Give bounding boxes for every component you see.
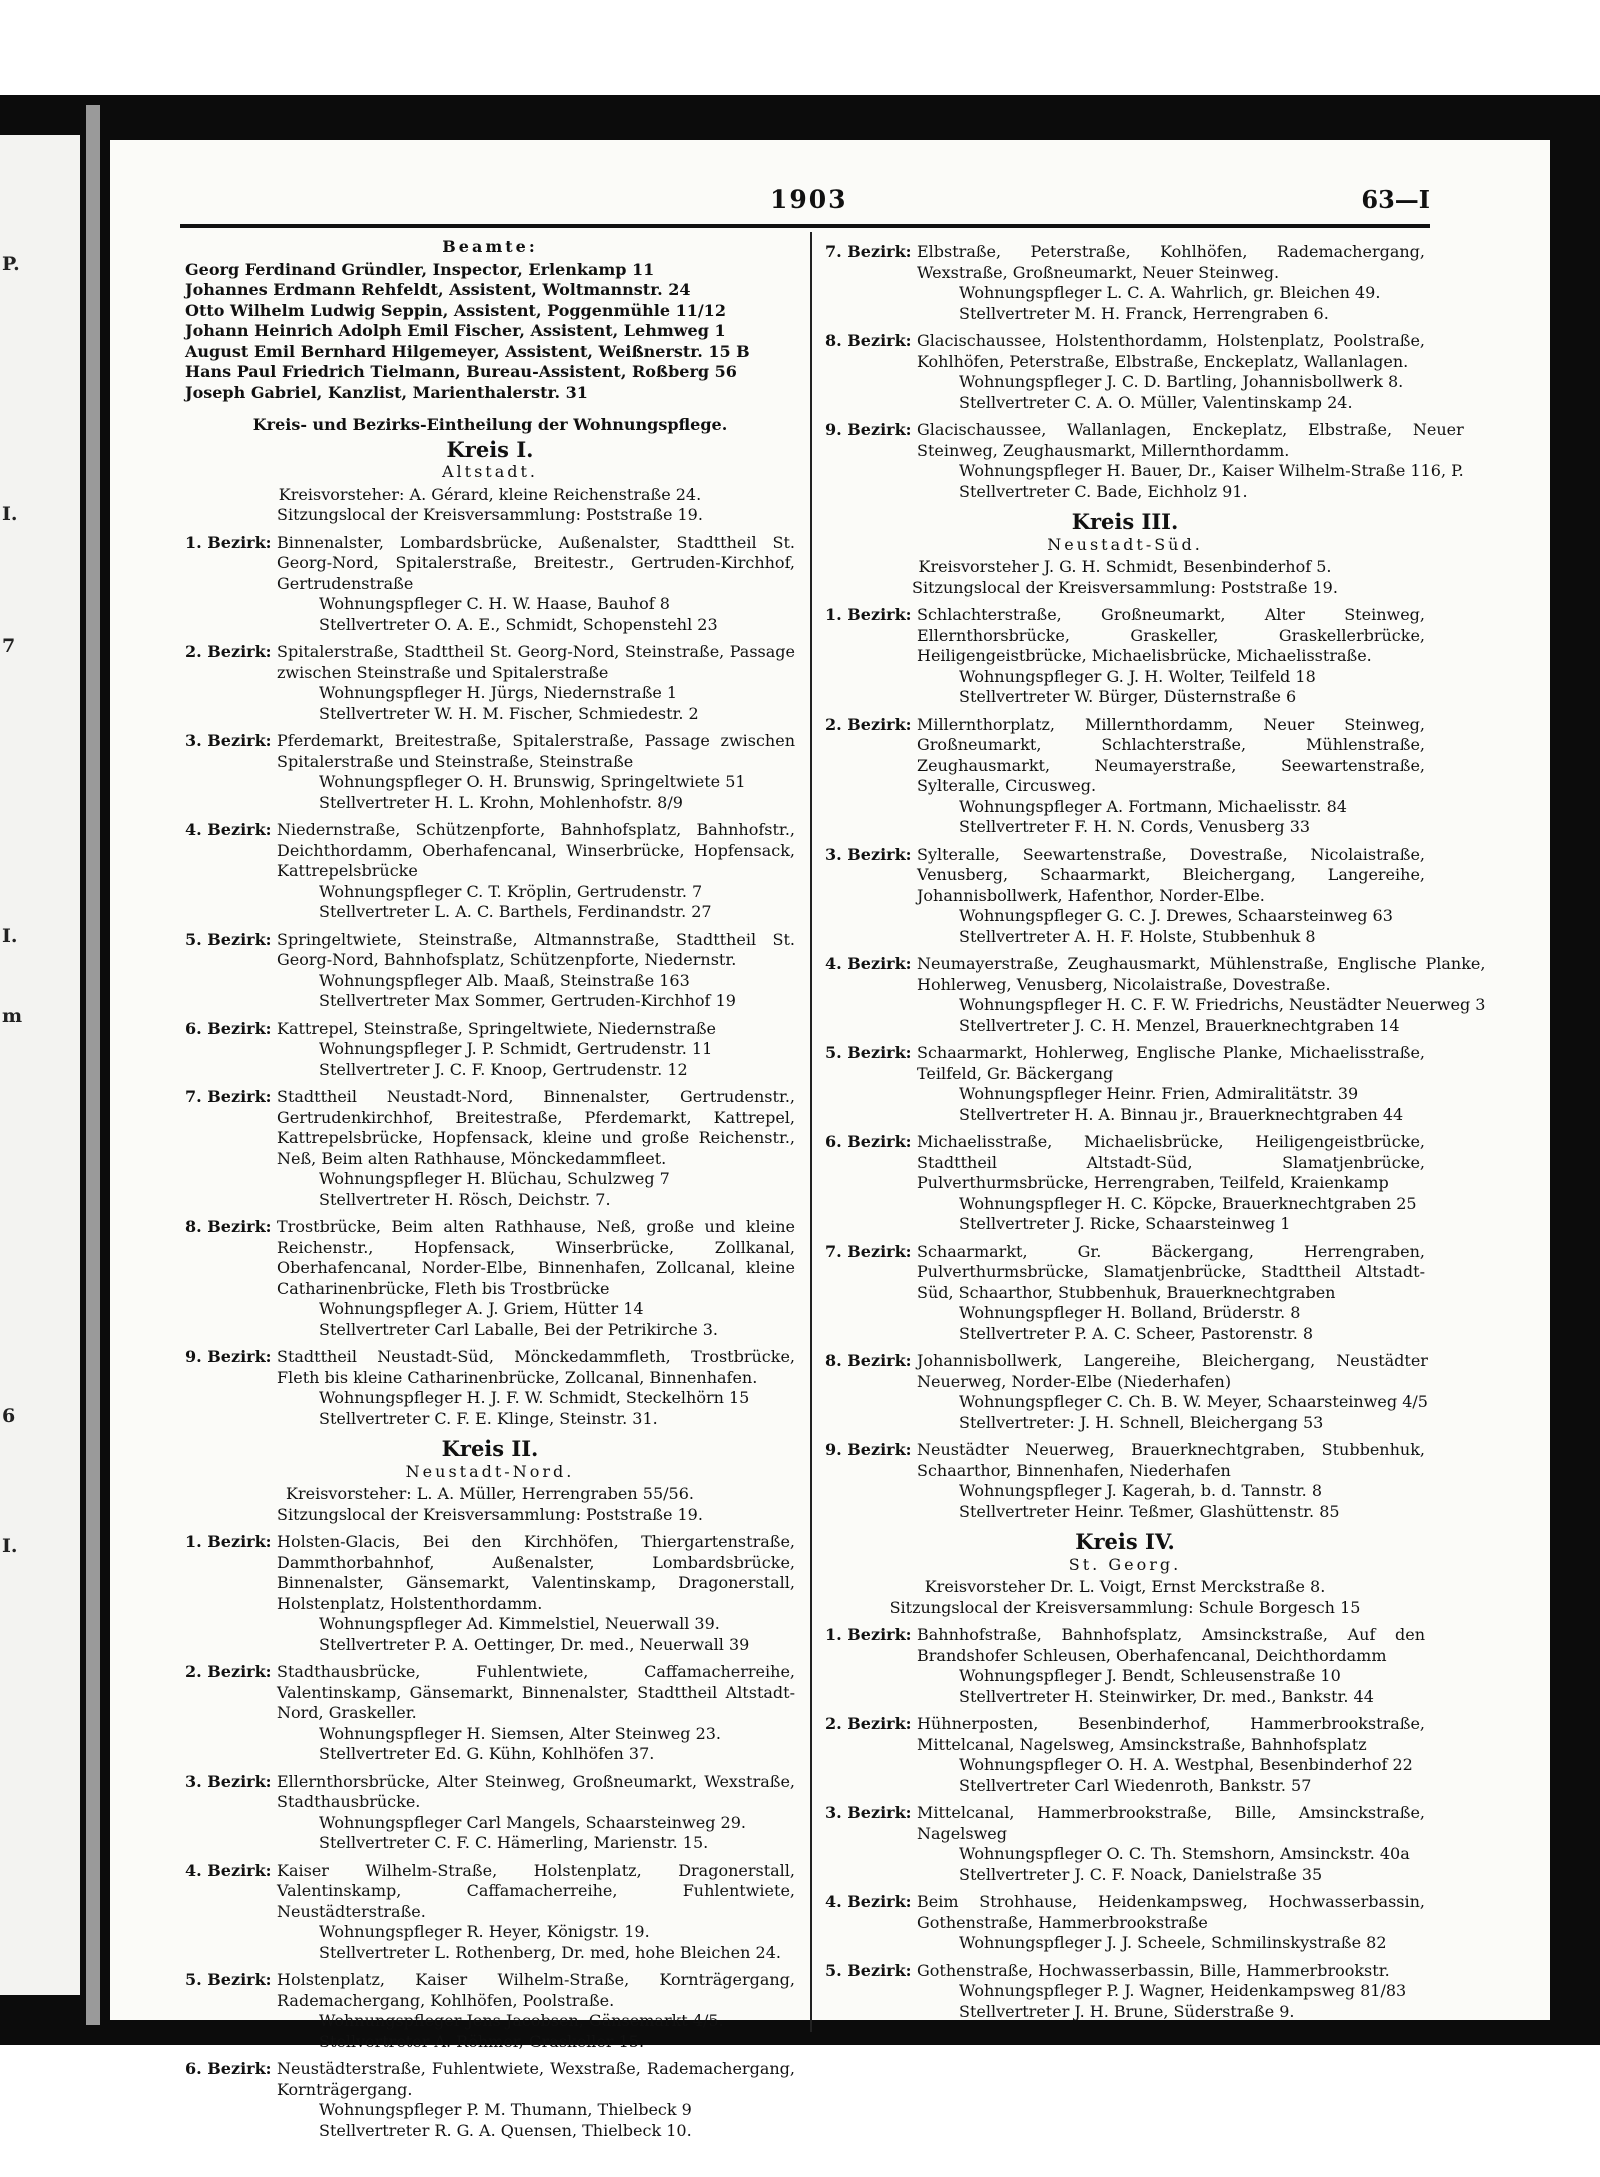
- wohnungspfleger: Wohnungspfleger G. C. J. Drewes, Schaarsteinweg 63: [959, 906, 1393, 925]
- bezirk-streets: Schlachterstraße, Großneumarkt, Alter Steinweg, Ellernthorsbrücke, Graskeller, Graskellerbrücke, Heiligengeistbrücke, Michaelisbrücke, Michaelisstraße.: [917, 605, 1425, 665]
- bezirk-streets: Bahnhofstraße, Bahnhofsplatz, Amsinckstraße, Auf den Brandshofer Schleusen, Oberhafencanal, Deichthordamm: [917, 1625, 1425, 1665]
- bezirk-streets: Pferdemarkt, Breitestraße, Spitalerstraße, Passage zwischen Spitalerstraße und Steinstraße, Steinstraße: [277, 731, 795, 771]
- bezirk-entry: [185, 1662, 795, 1765]
- bezirk-label: 5. Bezirk:: [825, 1960, 912, 1980]
- bezirk-entry: [825, 1625, 1425, 1707]
- header-rule: [180, 224, 1430, 228]
- stellvertreter: Stellvertreter C. F. E. Klinge, Steinstr. 31.: [319, 1408, 658, 1428]
- bezirk-body: [917, 1351, 1428, 1433]
- kreis-title: Kreis II.: [441, 1436, 539, 1461]
- bezirk-entry: [185, 731, 795, 813]
- kreis-name: Altstadt.: [441, 462, 539, 481]
- wohnungspfleger: Wohnungspfleger Jens Jacobsen, Gänsemarkt 4/5.: [319, 2011, 724, 2030]
- bezirk-entry: [825, 1242, 1425, 1345]
- wohnungspfleger: Wohnungspfleger H. C. F. W. Friedrichs, Neustädter Neuerweg 3: [959, 995, 1486, 1014]
- stellvertreter: Stellvertreter M. H. Franck, Herrengraben 6.: [959, 303, 1329, 323]
- bezirk-label: 7. Bezirk:: [185, 1087, 272, 1106]
- bezirk-body: [917, 1714, 1425, 1796]
- bezirk-streets: Springeltwiete, Steinstraße, Altmannstraße, Stadttheil St. Georg-Nord, Bahnhofsplatz, Schützenpforte, Niedernstr.: [277, 929, 795, 969]
- bezirk-label: 8. Bezirk:: [825, 1351, 912, 1370]
- bezirk-entry: [825, 1892, 1425, 1954]
- stellvertreter: Stellvertreter P. A. Oettinger, Dr. med., Neuerwall 39: [319, 1634, 750, 1654]
- stellvertreter: Stellvertreter Max Sommer, Gertruden-Kirchhof 19: [319, 991, 736, 1010]
- beamte-section: [185, 237, 795, 403]
- bezirk-entry: [825, 845, 1425, 948]
- bezirk-entry: [825, 1043, 1425, 1125]
- stellvertreter: Stellvertreter A. Röhmer, Graskeller 15.: [319, 2031, 645, 2051]
- bezirk-body: [917, 1625, 1425, 1707]
- facing-page-edge: [0, 135, 80, 1995]
- beamte-line: August Emil Bernhard Hilgemeyer, Assistent, Weißnerstr. 15 B: [185, 341, 750, 361]
- wohnungspfleger: Wohnungspfleger P. M. Thumann, Thielbeck 9: [319, 2100, 692, 2119]
- bezirk-streets: Gothenstraße, Hochwasserbassin, Bille, Hammerbrookstr.: [917, 1960, 1390, 1980]
- bezirk-label: 1. Bezirk:: [185, 1532, 272, 1551]
- bezirk-streets: Mittelcanal, Hammerbrookstraße, Bille, Amsinckstraße, Nagelsweg: [917, 1803, 1425, 1843]
- bezirk-streets: Elbstraße, Peterstraße, Kohlhöfen, Rademachergang, Wexstraße, Großneumarkt, Neuer Steinweg.: [917, 242, 1425, 282]
- stellvertreter: Stellvertreter P. A. C. Scheer, Pastorenstr. 8: [959, 1323, 1314, 1343]
- kreis-3: [825, 509, 1486, 1522]
- section-title: Kreis- und Bezirks-Eintheilung der Wohnungspflege.: [252, 415, 728, 434]
- wohnungspfleger: Wohnungspfleger H. J. F. W. Schmidt, Steckelhörn 15: [319, 1388, 750, 1407]
- bezirk-body: [917, 1043, 1425, 1125]
- kreis-title: Kreis I.: [446, 436, 534, 462]
- bezirk-label: 9. Bezirk:: [825, 420, 912, 439]
- beamte-line: Georg Ferdinand Gründler, Inspector, Erlenkamp 11: [185, 259, 655, 279]
- margin-fragment: 7: [2, 635, 16, 657]
- wohnungspfleger: Wohnungspfleger C. Ch. B. W. Meyer, Schaarsteinweg 4/5: [959, 1392, 1428, 1411]
- wohnungspfleger: Wohnungspfleger Carl Mangels, Schaarsteinweg 29.: [319, 1812, 746, 1832]
- bezirk-entry: [185, 533, 795, 636]
- wohnungspfleger: Wohnungspfleger J. C. D. Bartling, Johannisbollwerk 8.: [959, 372, 1404, 391]
- wohnungspfleger: Wohnungspfleger H. C. Köpcke, Brauerknechtgraben 25: [959, 1193, 1417, 1213]
- kreis-4: [825, 1529, 1425, 2022]
- bezirk-label: 4. Bezirk:: [185, 1860, 272, 1880]
- bezirk-body: [277, 2059, 795, 2141]
- stellvertreter: Stellvertreter Ed. G. Kühn, Kohlhöfen 37.: [319, 1744, 655, 1763]
- beamte-line: Joseph Gabriel, Kanzlist, Marienthalerstr. 31: [185, 382, 588, 402]
- wohnungspfleger: Wohnungspfleger L. C. A. Wahrlich, gr. Bleichen 49.: [959, 283, 1381, 302]
- bezirk-streets: Schaarmarkt, Gr. Bäckergang, Herrengraben, Pulverthurmsbrücke, Slamatjenbrücke, Stadttheil Altstadt-Süd, Schaarthor, Stubbenhuk, Brauerknechtgraben: [917, 1241, 1425, 1302]
- kreis-sitzungslocal: Sitzungslocal der Kreisversammlung: Poststraße 19.: [912, 577, 1338, 597]
- bezirk-label: 4. Bezirk:: [185, 820, 272, 839]
- beamte-line: Johannes Erdmann Rehfeldt, Assistent, Woltmannstr. 24: [185, 280, 691, 299]
- stellvertreter: Stellvertreter L. A. C. Barthels, Ferdinandstr. 27: [319, 902, 712, 921]
- bezirk-label: 3. Bezirk:: [185, 731, 272, 750]
- page-year: 1903: [770, 185, 848, 214]
- bezirk-label: 3. Bezirk:: [825, 844, 912, 864]
- stellvertreter: Stellvertreter H. L. Krohn, Mohlenhofstr. 8/9: [319, 792, 683, 812]
- bezirk-body: [277, 533, 795, 636]
- wohnungspfleger: Wohnungspfleger C. T. Kröplin, Gertrudenstr. 7: [319, 881, 703, 901]
- bezirk-body: [277, 1970, 795, 2052]
- bezirk-label: 3. Bezirk:: [825, 1803, 912, 1822]
- left-column: [185, 235, 795, 2141]
- stellvertreter: Stellvertreter Heinr. Teßmer, Glashüttenstr. 85: [959, 1501, 1340, 1521]
- wohnungspfleger: Wohnungspfleger H. Blüchau, Schulzweg 7: [319, 1169, 670, 1188]
- bezirk-streets: Johannisbollwerk, Langereihe, Bleichergang, Neustädter Neuerweg, Norder-Elbe (Niederhafen): [917, 1351, 1428, 1391]
- wohnungspfleger: Wohnungspfleger A. Fortmann, Michaelisstr. 84: [959, 796, 1347, 816]
- bezirk-entry: [185, 1861, 795, 1964]
- bezirk-entry: [825, 1803, 1425, 1885]
- bezirk-list-continued: [825, 242, 1464, 502]
- wohnungspfleger: Wohnungspfleger Alb. Maaß, Steinstraße 163: [319, 970, 690, 990]
- bezirk-body: [277, 1861, 795, 1964]
- bezirk-body: [277, 1019, 795, 1081]
- bezirk-streets: Stadttheil Neustadt-Süd, Mönckedammfleth, Trostbrücke, Fleth bis kleine Catharinenbrücke, Zollcanal, Binnenhafen.: [277, 1347, 795, 1387]
- wohnungspfleger: Wohnungspfleger C. H. W. Haase, Bauhof 8: [319, 594, 670, 613]
- kreis-title: Kreis III.: [1071, 509, 1179, 534]
- bezirk-body: [277, 1347, 795, 1429]
- bezirk-label: 8. Bezirk:: [185, 1217, 272, 1236]
- stellvertreter: Stellvertreter C. A. O. Müller, Valentinskamp 24.: [959, 392, 1353, 412]
- wohnungspfleger: Wohnungspfleger Ad. Kimmelstiel, Neuerwall 39.: [319, 1614, 720, 1633]
- bezirk-entry: [825, 605, 1425, 708]
- bezirk-body: [277, 642, 795, 724]
- stellvertreter: Stellvertreter: J. H. Schnell, Bleichergang 53: [959, 1412, 1324, 1432]
- bezirk-label: 5. Bezirk:: [185, 929, 272, 949]
- bezirk-entry: [185, 1347, 795, 1429]
- bezirk-body: [917, 605, 1425, 708]
- wohnungspfleger: Wohnungspfleger H. Siemsen, Alter Steinweg 23.: [319, 1723, 722, 1743]
- stellvertreter: Stellvertreter J. C. H. Menzel, Brauerknechtgraben 14: [959, 1015, 1400, 1035]
- wohnungspfleger: Wohnungspfleger Heinr. Frien, Admiralitätstr. 39: [959, 1084, 1359, 1103]
- bezirk-entry: [185, 1019, 795, 1081]
- bezirk-label: 3. Bezirk:: [185, 1771, 272, 1791]
- margin-fragment: P.: [2, 253, 20, 275]
- stellvertreter: Stellvertreter J. C. F. Noack, Danielstraße 35: [959, 1864, 1323, 1884]
- bezirk-streets: Niedernstraße, Schützenpforte, Bahnhofsplatz, Bahnhofstr., Deichthordamm, Oberhafencanal, Winserbrücke, Hopfensack, Kattrepelsbrücke: [277, 820, 795, 880]
- stellvertreter: Stellvertreter J. H. Brune, Süderstraße 9.: [959, 2001, 1295, 2021]
- stellvertreter: Stellvertreter L. Rothenberg, Dr. med, hohe Bleichen 24.: [319, 1942, 781, 1962]
- bezirk-label: 2. Bezirk:: [825, 714, 912, 734]
- bezirk-body: [917, 331, 1425, 413]
- bezirk-streets: Glacischaussee, Holstenthordamm, Holstenplatz, Poolstraße, Kohlhöfen, Peterstraße, Elbstraße, Enckeplatz, Wallanlagen.: [917, 331, 1425, 371]
- bezirk-list: [185, 533, 795, 1430]
- stellvertreter: Stellvertreter J. Ricke, Schaarsteinweg 1: [959, 1214, 1291, 1233]
- kreis-name: Neustadt-Süd.: [1047, 534, 1203, 554]
- bezirk-streets: Beim Strohhause, Heidenkampsweg, Hochwasserbassin, Gothenstraße, Hammerbrookstraße: [917, 1892, 1425, 1932]
- bezirk-body: [277, 820, 795, 923]
- bezirk-list: [825, 1625, 1425, 2022]
- bezirk-body: [277, 1087, 795, 1210]
- stellvertreter: Stellvertreter F. H. N. Cords, Venusberg 33: [959, 817, 1311, 836]
- bezirk-label: 1. Bezirk:: [825, 1625, 912, 1644]
- margin-fragment: 6: [2, 1405, 16, 1427]
- bezirk-entry: [185, 642, 795, 724]
- wohnungspfleger: Wohnungspfleger O. H. Brunswig, Springeltwiete 51: [319, 772, 746, 791]
- stellvertreter: Stellvertreter W. H. M. Fischer, Schmiedestr. 2: [319, 703, 699, 723]
- bezirk-streets: Spitalerstraße, Stadttheil St. Georg-Nord, Steinstraße, Passage zwischen Steinstraße und Spitalerstraße: [277, 642, 795, 682]
- stellvertreter: Stellvertreter J. C. F. Knoop, Gertrudenstr. 12: [319, 1059, 688, 1079]
- bezirk-label: 5. Bezirk:: [825, 1043, 912, 1062]
- book-spine: [86, 105, 100, 2025]
- bezirk-entry: [825, 715, 1425, 838]
- bezirk-body: [917, 954, 1485, 1036]
- bezirk-label: 7. Bezirk:: [825, 242, 912, 261]
- bezirk-label: 1. Bezirk:: [185, 532, 272, 552]
- bezirk-body: [917, 1961, 1425, 2023]
- stellvertreter: Stellvertreter A. H. F. Holste, Stubbenhuk 8: [959, 926, 1316, 946]
- bezirk-body: [917, 420, 1464, 502]
- beamte-line: Johann Heinrich Adolph Emil Fischer, Assistent, Lehmweg 1: [185, 321, 726, 340]
- bezirk-entry: [825, 242, 1425, 324]
- bezirk-entry: [185, 1970, 795, 2052]
- wohnungspfleger: Wohnungspfleger G. J. H. Wolter, Teilfeld 18: [959, 666, 1316, 686]
- bezirk-streets: Schaarmarkt, Hohlerweg, Englische Planke, Michaelisstraße, Teilfeld, Gr. Bäckergang: [917, 1043, 1425, 1083]
- beamte-line: Otto Wilhelm Ludwig Seppin, Assistent, Poggenmühle 11/12: [185, 300, 726, 320]
- bezirk-label: 8. Bezirk:: [825, 331, 912, 350]
- wohnungspfleger: Wohnungspfleger P. J. Wagner, Heidenkampsweg 81/83: [959, 1981, 1407, 2000]
- bezirk-entry: [825, 1440, 1425, 1522]
- stellvertreter: Stellvertreter C. F. C. Hämerling, Marienstr. 15.: [319, 1833, 709, 1852]
- bezirk-label: 6. Bezirk:: [185, 1018, 272, 1038]
- kreis-sitzungslocal: Sitzungslocal der Kreisversammlung: Poststraße 19.: [277, 1504, 703, 1524]
- wohnungspfleger: Wohnungspfleger J. Kagerah, b. d. Tannstr. 8: [959, 1481, 1322, 1500]
- bezirk-label: 9. Bezirk:: [825, 1440, 912, 1459]
- kreis-vorsteher: Kreisvorsteher: A. Gérard, kleine Reichenstraße 24.: [278, 484, 702, 504]
- bezirk-label: 5. Bezirk:: [185, 1970, 272, 1989]
- bezirk-streets: Ellernthorsbrücke, Alter Steinweg, Großneumarkt, Wexstraße, Stadthausbrücke.: [277, 1771, 795, 1811]
- bezirk-body: [277, 1662, 795, 1765]
- bezirk-entry: [185, 1217, 795, 1340]
- bezirk-label: 2. Bezirk:: [185, 1662, 272, 1681]
- wohnungspfleger: Wohnungspfleger R. Heyer, Königstr. 19.: [319, 1922, 650, 1941]
- bezirk-entry: [825, 954, 1486, 1036]
- bezirk-label: 2. Bezirk:: [185, 642, 272, 661]
- bezirk-streets: Holsten-Glacis, Bei den Kirchhöfen, Thiergartenstraße, Dammthorbahnhof, Außenalster, Lombardsbrücke, Binnenalster, Gänsemarkt, Valentinskamp, Dragonerstall, Holstenplatz, Holstenthordamm.: [277, 1532, 795, 1613]
- right-column: [825, 235, 1486, 2022]
- bezirk-streets: Neumayerstraße, Zeughausmarkt, Mühlenstraße, Englische Planke, Hohlerweg, Venusberg, Nicolaistraße, Dovestraße.: [917, 954, 1486, 994]
- bezirk-entry: [185, 1532, 795, 1655]
- bezirk-label: 1. Bezirk:: [825, 605, 912, 624]
- stellvertreter: Stellvertreter H. Steinwirker, Dr. med., Bankstr. 44: [959, 1686, 1374, 1706]
- bezirk-entry: [185, 1087, 795, 1210]
- beamte-line: Hans Paul Friedrich Tielmann, Bureau-Assistent, Roßberg 56: [185, 362, 737, 381]
- bezirk-label: 6. Bezirk:: [185, 2059, 272, 2078]
- bezirk-body: [917, 1242, 1425, 1345]
- bezirk-streets: Stadthausbrücke, Fuhlentwiete, Caffamacherreihe, Valentinskamp, Gänsemarkt, Binnenalster, Stadttheil Altstadt-Nord, Graskeller.: [277, 1662, 795, 1722]
- bezirk-entry: [825, 420, 1464, 502]
- bezirk-label: 4. Bezirk:: [825, 954, 912, 973]
- kreis-vorsteher: Kreisvorsteher Dr. L. Voigt, Ernst Merckstraße 8.: [924, 1577, 1326, 1596]
- wohnungspfleger: Wohnungspfleger J. Bendt, Schleusenstraße 10: [959, 1666, 1341, 1685]
- page-header: [180, 185, 1430, 221]
- bezirk-entry: [185, 930, 795, 1012]
- wohnungspfleger: Wohnungspfleger J. J. Scheele, Schmilinskystraße 82: [959, 1933, 1387, 1952]
- stellvertreter: Stellvertreter Carl Wiedenroth, Bankstr. 57: [959, 1775, 1312, 1795]
- stellvertreter: Stellvertreter Carl Laballe, Bei der Petrikirche 3.: [319, 1319, 719, 1339]
- bezirk-body: [277, 1217, 795, 1340]
- stellvertreter: Stellvertreter R. G. A. Quensen, Thielbeck 10.: [319, 2120, 692, 2140]
- kreis-vorsteher: Kreisvorsteher J. G. H. Schmidt, Besenbinderhof 5.: [918, 557, 1332, 576]
- bezirk-body: [917, 242, 1425, 324]
- bezirk-label: 4. Bezirk:: [825, 1892, 912, 1911]
- bezirk-list: [825, 605, 1486, 1522]
- bezirk-entry: [185, 2059, 795, 2141]
- bezirk-entry: [825, 331, 1425, 413]
- stellvertreter: Stellvertreter C. Bade, Eichholz 91.: [959, 481, 1248, 501]
- bezirk-entry: [825, 1351, 1428, 1433]
- bezirk-label: 9. Bezirk:: [185, 1347, 272, 1366]
- bezirk-entry: [185, 1772, 795, 1854]
- bezirk-body: [917, 1440, 1425, 1522]
- wohnungspfleger: Wohnungspfleger H. Bauer, Dr., Kaiser Wilhelm-Straße 116, P.: [959, 461, 1464, 480]
- bezirk-body: [277, 930, 795, 1012]
- bezirk-body: [917, 1132, 1425, 1235]
- stellvertreter: Stellvertreter H. Rösch, Deichstr. 7.: [319, 1189, 611, 1209]
- wohnungspfleger: Wohnungspfleger O. C. Th. Stemshorn, Amsinckstr. 40a: [959, 1844, 1410, 1863]
- stellvertreter: Stellvertreter O. A. E., Schmidt, Schopenstehl 23: [319, 614, 718, 634]
- kreis-2: [185, 1436, 795, 2141]
- bezirk-streets: Neustädter Neuerweg, Brauerknechtgraben, Stubbenhuk, Schaarthor, Binnenhafen, Niederhafen: [917, 1440, 1425, 1480]
- bezirk-streets: Stadttheil Neustadt-Nord, Binnenalster, Gertrudenstr., Gertrudenkirchhof, Breitestraße, Pferdemarkt, Kattrepel, Kattrepelsbrücke, Hopfensack, kleine und große Reichenstr., Neß, Beim alten Rathhause, Mönckedammfleet.: [277, 1087, 795, 1168]
- document-page: [110, 140, 1550, 2140]
- bezirk-streets: Trostbrücke, Beim alten Rathhause, Neß, große und kleine Reichenstr., Hopfensack, Winserbrücke, Zollkanal, Oberhafencanal, Norder-Elbe, Binnenhafen, Zollcanal, kleine Catharinenbrücke, Fleth bis Trostbrücke: [277, 1217, 795, 1298]
- wohnungspfleger: Wohnungspfleger O. H. A. Westphal, Besenbinderhof 22: [959, 1755, 1413, 1774]
- page-number: 63—I: [1361, 185, 1430, 214]
- kreis-vorsteher: Kreisvorsteher: L. A. Müller, Herrengraben 55/56.: [286, 1484, 694, 1503]
- bezirk-label: 6. Bezirk:: [825, 1132, 912, 1151]
- bezirk-body: [277, 1772, 795, 1854]
- bezirk-streets: Millernthorplatz, Millernthordamm, Neuer Steinweg, Großneumarkt, Schlachterstraße, Mühlenstraße, Zeughausmarkt, Neumayerstraße, Seewartenstraße, Sylteralle, Circusweg.: [917, 714, 1425, 795]
- bezirk-streets: Michaelisstraße, Michaelisbrücke, Heiligengeistbrücke, Stadttheil Altstadt-Süd, Slamatjenbrücke, Pulverthurmsbrücke, Herrengraben, Teilfeld, Kraienkamp: [917, 1132, 1425, 1192]
- bezirk-entry: [825, 1132, 1425, 1235]
- bezirk-streets: Sylteralle, Seewartenstraße, Dovestraße, Nicolaistraße, Venusberg, Schaarmarkt, Bleichergang, Langereihe, Johannisbollwerk, Hafenthor, Norder-Elbe.: [917, 844, 1425, 905]
- bezirk-streets: Kattrepel, Steinstraße, Springeltwiete, Niedernstraße: [277, 1018, 717, 1038]
- margin-fragment: m: [2, 1005, 23, 1027]
- bezirk-label: 7. Bezirk:: [825, 1241, 912, 1261]
- margin-fragment: I.: [2, 503, 18, 525]
- bezirk-body: [277, 1532, 795, 1655]
- stellvertreter: Stellvertreter H. A. Binnau jr., Brauerknechtgraben 44: [959, 1104, 1404, 1124]
- kreis-sitzungslocal: Sitzungslocal der Kreisversammlung: Schule Borgesch 15: [889, 1597, 1361, 1617]
- bezirk-entry: [825, 1961, 1425, 2023]
- kreis-name: Neustadt-Nord.: [405, 1461, 575, 1481]
- kreis-sitzungslocal: Sitzungslocal der Kreisversammlung: Poststraße 19.: [277, 505, 703, 524]
- bezirk-entry: [185, 820, 795, 923]
- wohnungspfleger: Wohnungspfleger A. J. Griem, Hütter 14: [319, 1299, 644, 1318]
- bezirk-list: [185, 1532, 795, 2141]
- wohnungspfleger: Wohnungspfleger H. Bolland, Brüderstr. 8: [959, 1303, 1301, 1322]
- beamte-title: Beamte:: [442, 237, 538, 256]
- bezirk-streets: Kaiser Wilhelm-Straße, Holstenplatz, Dragonerstall, Valentinskamp, Caffamacherreihe, Fuhlentwiete, Neustädterstraße.: [277, 1860, 795, 1921]
- bezirk-label: 2. Bezirk:: [825, 1714, 912, 1733]
- bezirk-entry: [825, 1714, 1425, 1796]
- bezirk-body: [917, 1803, 1425, 1885]
- bezirk-body: [917, 845, 1425, 948]
- kreis-1: [185, 436, 795, 1430]
- bezirk-streets: Hühnerposten, Besenbinderhof, Hammerbrookstraße, Mittelcanal, Nagelsweg, Amsinckstraße, Bahnhofsplatz: [917, 1714, 1425, 1754]
- bezirk-streets: Neustädterstraße, Fuhlentwiete, Wexstraße, Rademachergang, Kornträgergang.: [277, 2059, 795, 2099]
- margin-fragment: I.: [2, 925, 18, 947]
- wohnungspfleger: Wohnungspfleger J. P. Schmidt, Gertrudenstr. 11: [319, 1039, 713, 1058]
- bezirk-body: [917, 1892, 1425, 1954]
- column-divider: [810, 232, 812, 2032]
- margin-fragment: I.: [2, 1535, 18, 1557]
- bezirk-streets: Holstenplatz, Kaiser Wilhelm-Straße, Kornträgergang, Rademachergang, Kohlhöfen, Poolstraße.: [277, 1970, 795, 2010]
- bezirk-body: [277, 731, 795, 813]
- stellvertreter: Stellvertreter W. Bürger, Düsternstraße 6: [959, 687, 1297, 706]
- bezirk-streets: Glacischaussee, Wallanlagen, Enckeplatz, Elbstraße, Neuer Steinweg, Zeughausmarkt, Millernthordamm.: [917, 420, 1464, 460]
- wohnungspfleger: Wohnungspfleger H. Jürgs, Niedernstraße 1: [319, 683, 678, 702]
- kreis-name: St. Georg.: [1068, 1554, 1182, 1574]
- bezirk-streets: Binnenalster, Lombardsbrücke, Außenalster, Stadttheil St. Georg-Nord, Spitalerstraße, Breitestr., Gertruden-Kirchhof, Gertrudenstraße: [277, 532, 795, 593]
- bezirk-body: [917, 715, 1425, 838]
- kreis-title: Kreis IV.: [1075, 1529, 1175, 1554]
